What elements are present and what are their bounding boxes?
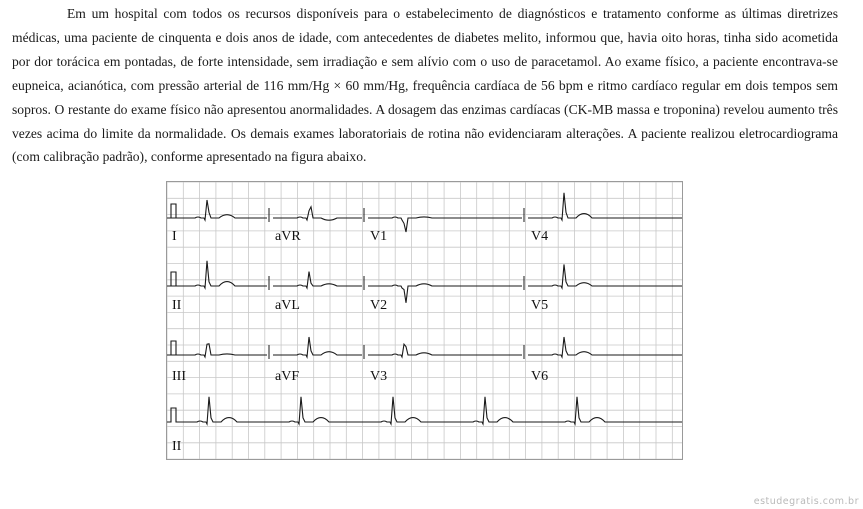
watermark: estudegratis.com.br	[753, 496, 859, 507]
ecg-trace-V1	[368, 217, 522, 232]
ecg-trace-V3	[368, 344, 522, 357]
lead-label-V6: V6	[531, 369, 549, 384]
calibration-pulse	[167, 204, 176, 218]
ecg-trace-aVR	[273, 207, 362, 220]
lead-label-V2: V2	[370, 298, 388, 313]
ecg-trace-I	[171, 200, 267, 220]
lead-label-V4: V4	[531, 229, 549, 244]
lead-label-V1: V1	[370, 229, 388, 244]
lead-label-II-rhythm: II	[172, 439, 182, 454]
lead-label-V3: V3	[370, 369, 388, 384]
ecg-trace-aVF	[273, 337, 362, 357]
lead-label-aVL: aVL	[275, 298, 300, 313]
ecg-trace-V6	[528, 337, 682, 357]
lead-label-II: II	[172, 298, 182, 313]
ecg-trace-III	[171, 344, 267, 357]
lead-label-I: I	[172, 229, 177, 244]
ecg-trace-V2	[368, 284, 522, 303]
ecg-trace-V5	[528, 264, 682, 288]
ecg-grid	[167, 182, 683, 460]
lead-label-III: III	[172, 369, 186, 384]
calibration-pulse	[167, 272, 176, 286]
lead-label-V5: V5	[531, 298, 549, 313]
calibration-pulse	[167, 341, 176, 355]
lead-label-aVR: aVR	[275, 229, 301, 244]
ecg-figure	[166, 181, 683, 460]
lead-label-aVF: aVF	[275, 369, 300, 384]
ecg-trace-II	[171, 261, 267, 288]
ecg-trace-V4	[528, 193, 682, 220]
ecg-tracing	[167, 182, 683, 460]
question-text: Em um hospital com todos os recursos disponíveis para o estabelecimento de diagnósticos e tratamento conforme as últimas diretrizes médicas, uma paciente de cinquenta e dois anos de idade, com antecedentes de diabetes melito, informou que, havia oito horas, tinha sido acometida por dor torácica em pontadas, de forte intensidade, sem irradiação e sem alívio com o uso de paracetamol. Ao exame físico, a paciente encontrava-se eupneica, acianótica, com pressão arterial de 116 mm/Hg × 60 mm/Hg, frequência cardíaca de 56 bpm e ritmo cardíaco regular em dois tempos sem sopros. O restante do exame físico não apresentou anormalidades. A dosagem das enzimas cardíacas (CK-MB massa e troponina) revelou aumento três vezes acima do limite da normalidade. Os demais exames laboratoriais de rotina não evidenciaram alterações. A paciente realizou eletrocardiograma (com calibração padrão), conforme apresentado na figura abaixo.	[12, 6, 838, 165]
